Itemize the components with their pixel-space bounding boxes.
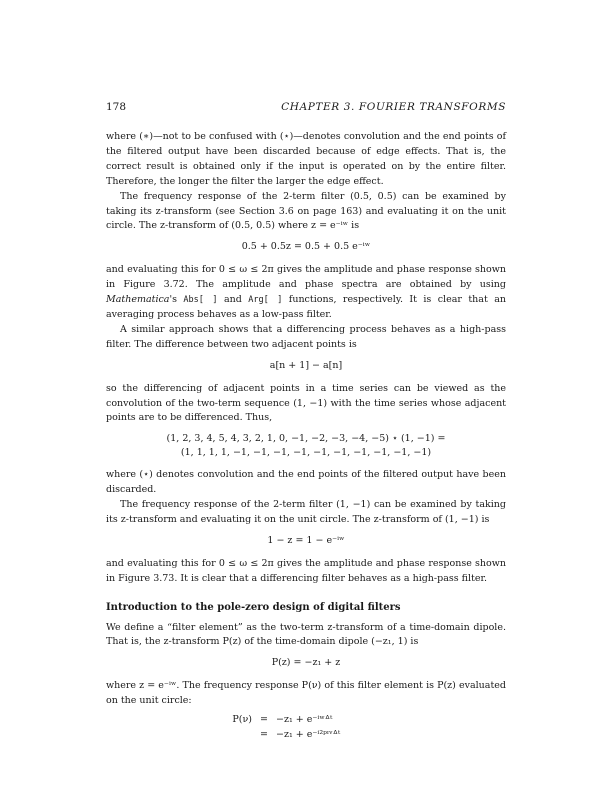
page-number: 178 xyxy=(106,101,127,113)
operator: = xyxy=(260,729,268,740)
text-run: 's xyxy=(169,294,184,306)
software-name: Mathematica xyxy=(106,294,170,306)
operator: = xyxy=(260,714,268,726)
equation: a[n + 1] − a[n] xyxy=(269,359,343,371)
paragraph: where (∗)—not to be confused with (⋆)—denotes convolution and the end points of the filtered output have been discarded because of edge effects. That is, the correct result is obtained only if the input is operated on by the entire filter. Therefore, the longer the filter the larger the edge effect. xyxy=(106,131,506,187)
paragraph: and evaluating this for 0 ≤ ω ≤ 2π gives the amplitude and phase response shown in Figure 3.73. It is clear that a differencing filter behaves as a high-pass filter. xyxy=(106,557,506,584)
code-abs: Abs[ ] xyxy=(183,295,218,306)
equation-row xyxy=(106,713,506,728)
equation-line: (1, 2, 3, 4, 5, 4, 3, 2, 1, 0, −1, −2, −3, −4, −5) ⋆ (1, −1) = xyxy=(166,433,446,445)
text-run: functions, respectively. It is clear that an averaging process behaves as a low-pass filter. xyxy=(106,294,506,320)
paragraph: The frequency response of the 2-term filter (0.5, 0.5) can be examined by taking its z-transform (see Section 3.6 on page 163) and evaluating it on the unit circle. The z-transform of (0.5, 0.5) where z = e⁻ⁱʷ is xyxy=(106,190,506,232)
lhs xyxy=(216,728,252,743)
paragraph: We define a “filter element” as the two-term z-transform of a time-domain dipole. That is, the z-transform P(z) of the time-domain dipole (−z₁, 1) is xyxy=(106,621,506,648)
equation-row xyxy=(106,728,506,743)
paragraph xyxy=(106,263,506,323)
paragraph: A similar approach shows that a differencing process behaves as a high-pass filter. The difference between two adjacent points is xyxy=(106,323,506,350)
equation: P(z) = −z₁ + z xyxy=(271,657,341,669)
code-arg: Arg[ ] xyxy=(248,295,283,306)
equation: 1 − z = 1 − e⁻ⁱʷ xyxy=(267,534,345,546)
chapter-title: CHAPTER 3. FOURIER TRANSFORMS xyxy=(281,101,506,113)
rhs: −z₁ + e⁻ⁱ²ᵖᶦᵛᐞᵗ xyxy=(276,729,341,740)
rhs: −z₁ + e⁻ⁱʷᐞᵗ xyxy=(276,714,333,726)
page-body xyxy=(106,130,506,743)
equation: 0.5 + 0.5z = 0.5 + 0.5 e⁻ⁱʷ xyxy=(241,241,371,253)
text-run: and xyxy=(217,294,249,306)
lhs: P(ν) xyxy=(232,714,252,726)
equation-line: (1, 1, 1, 1, −1, −1, −1, −1, −1, −1, −1, −1, −1, −1) xyxy=(180,447,432,459)
paragraph: The frequency response of the 2-term filter (1, −1) can be examined by taking its z-transform and evaluating it on the unit circle. The z-transform of (1, −1) is xyxy=(106,499,506,526)
paragraph: where z = e⁻ⁱʷ. The frequency response P(ν) of this filter element is P(z) evaluated on the unit circle: xyxy=(106,680,506,707)
section-heading: Introduction to the pole-zero design of digital filters xyxy=(106,601,401,613)
text-run: and evaluating this for 0 ≤ ω ≤ 2π gives the amplitude and phase response shown in Figure 3.72. The amplitude and phase spectra are obtained by using xyxy=(106,264,506,291)
paragraph: where (⋆) denotes convolution and the end points of the filtered output have been discarded. xyxy=(106,469,506,496)
equation-array xyxy=(106,432,506,460)
equation-array xyxy=(106,713,506,743)
paragraph: so the differencing of adjacent points in a time series can be viewed as the convolution of the two-term sequence (1, −1) with the time series whose adjacent points are to be differenced. Thus, xyxy=(106,382,506,424)
